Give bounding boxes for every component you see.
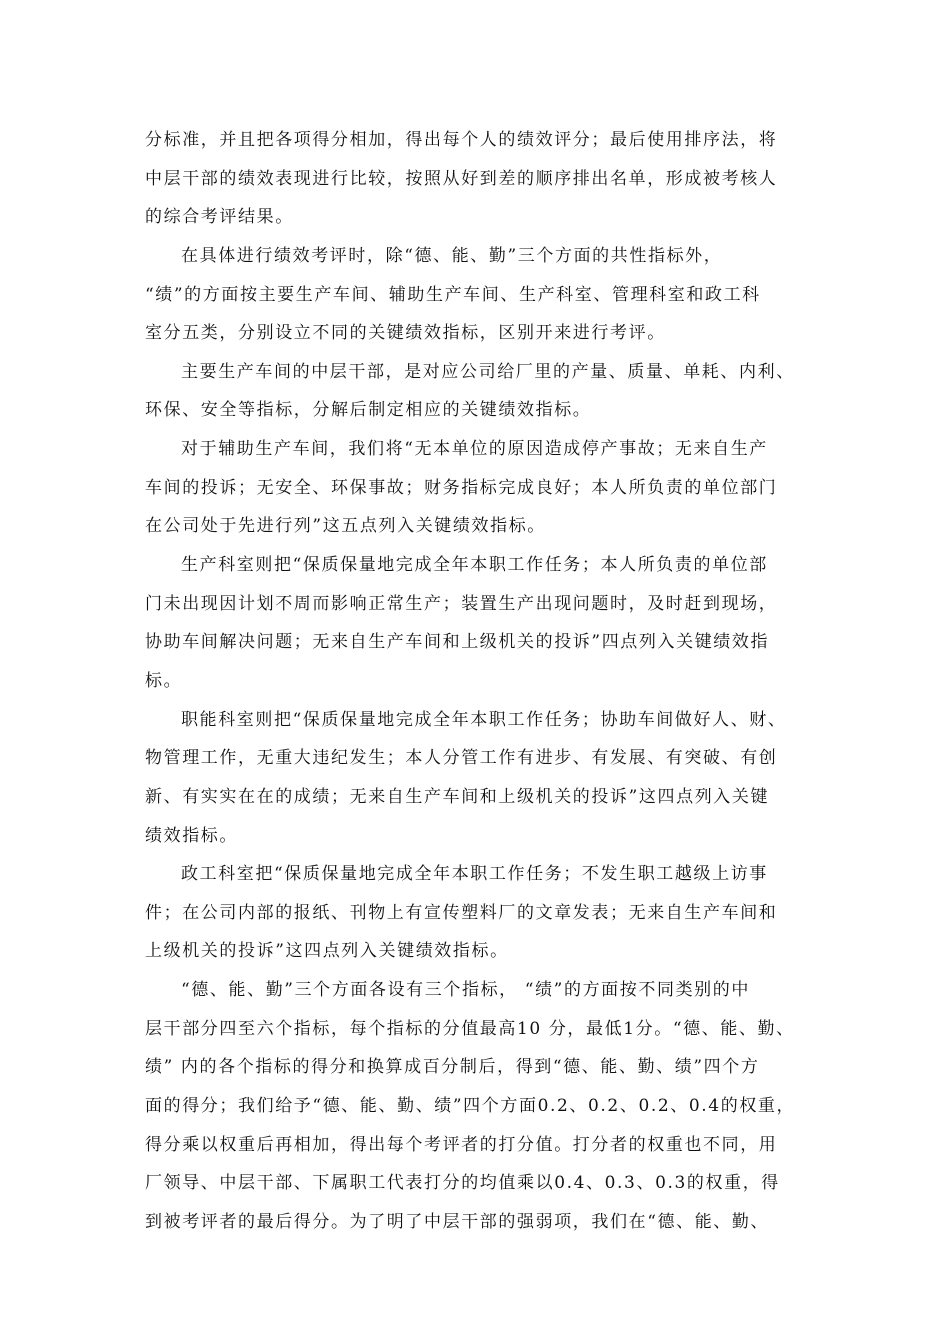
text-line: 厂领导、中层干部、下属职工代表打分的均值乘以0.4、0.3、0.3的权重，得: [145, 1173, 780, 1194]
body-text: [145, 121, 810, 1242]
text-line: 门未出现因计划不周而影响正常生产；装置生产出现问题时，及时赶到现场，: [145, 593, 778, 614]
paragraph-start-line: “德、能、勤”三个方面各设有三个指标， “绩”的方面按不同类别的中: [181, 980, 750, 1001]
paragraph-start-line: 主要生产车间的中层干部，是对应公司给厂里的产量、质量、单耗、内利、: [181, 361, 795, 382]
text-line: 绩” 内的各个指标的得分和换算成百分制后，得到“德、能、勤、绩”四个方: [145, 1057, 760, 1078]
text-line: “绩”的方面按主要生产车间、辅助生产车间、生产科室、管理科室和政工科: [145, 284, 761, 305]
text-line: 中层干部的绩效表现进行比较，按照从好到差的顺序排出名单，形成被考核人: [145, 168, 778, 189]
text-line: 件；在公司内部的报纸、刊物上有宣传塑料厂的文章发表；无来自生产车间和: [145, 902, 778, 923]
text-line: 层干部分四至六个指标，每个指标的分值最高10 分，最低1分。“德、能、勤、: [145, 1018, 795, 1039]
paragraph-start-line: 在具体进行绩效考评时，除“德、能、勤”三个方面的共性指标外，: [181, 245, 723, 266]
paragraph-start-line: 政工科室把“保质保量地完成全年本职工作任务；不发生职工越级上访事: [181, 864, 768, 885]
text-line: 协助车间解决问题；无来自生产车间和上级机关的投诉”四点列入关键绩效指: [145, 632, 770, 653]
text-line: 的综合考评结果。: [145, 207, 294, 228]
text-line: 上级机关的投诉”这四点列入关键绩效指标。: [145, 941, 509, 962]
text-line: 面的得分；我们给予“德、能、勤、绩”四个方面0.2、0.2、0.2、0.4的权重，: [145, 1096, 796, 1117]
text-line: 车间的投诉；无安全、环保事故；财务指标完成良好；本人所负责的单位部门: [145, 477, 778, 498]
text-line: 在公司处于先进行列”这五点列入关键绩效指标。: [145, 516, 546, 537]
text-line: 标。: [145, 670, 183, 691]
text-line: 物管理工作，无重大违纪发生；本人分管工作有进步、有发展、有突破、有创: [145, 748, 778, 769]
text-line: 绩效指标。: [145, 825, 238, 846]
text-line: 环保、安全等指标，分解后制定相应的关键绩效指标。: [145, 400, 592, 421]
text-line: 室分五类，分别设立不同的关键绩效指标，区别开来进行考评。: [145, 323, 666, 344]
text-line: 新、有实实在在的成绩；无来自生产车间和上级机关的投诉”这四点列入关键: [145, 786, 770, 807]
paragraph-start-line: 生产科室则把“保质保量地完成全年本职工作任务；本人所负责的单位部: [181, 555, 768, 576]
paragraph-start-line: 职能科室则把“保质保量地完成全年本职工作任务；协助车间做好人、财、: [181, 709, 787, 730]
text-line: 到被考评者的最后得分。为了明了中层干部的强弱项，我们在“德、能、勤、: [145, 1211, 770, 1232]
text-line: 分标准，并且把各项得分相加，得出每个人的绩效评分；最后使用排序法，将: [145, 130, 778, 150]
paragraph-start-line: 对于辅助生产车间，我们将“无本单位的原因造成停产事故；无来自生产: [181, 439, 768, 460]
text-line: 得分乘以权重后再相加，得出每个考评者的打分值。打分者的权重也不同，用: [145, 1134, 778, 1155]
